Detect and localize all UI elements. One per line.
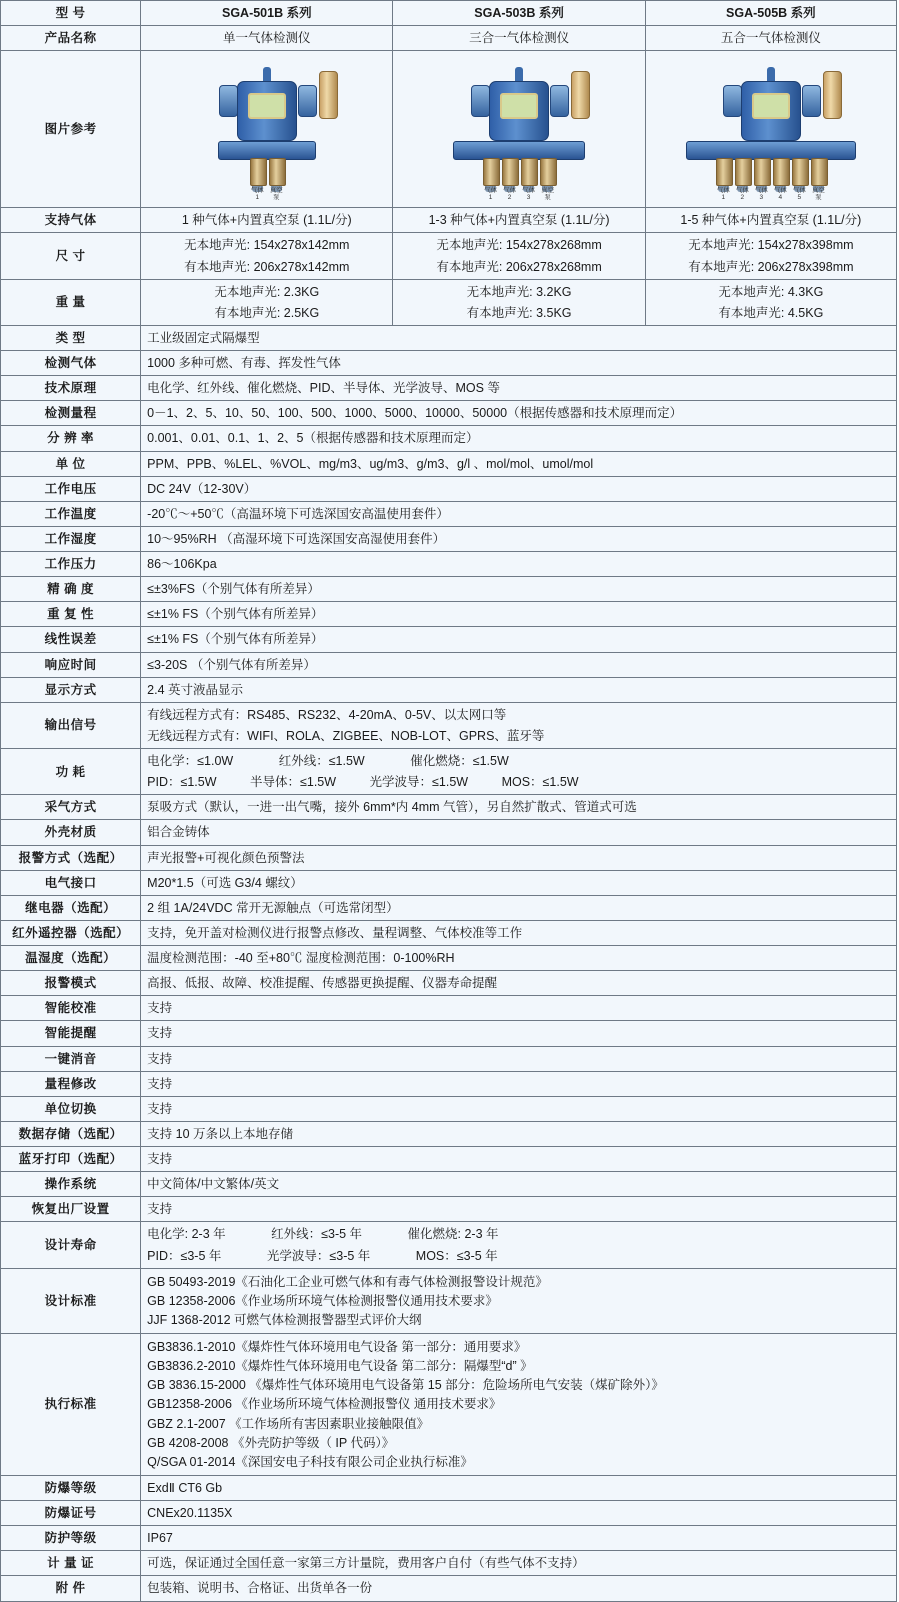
value-ex-grade: ExdⅡ CT6 Gb [141,1475,897,1500]
table-row-support-gas [1,208,897,233]
port-label: 气体1 [250,187,264,202]
exec-standard-item: GB 4208-2008 《外壳防护等级（ IP 代码）》 [147,1435,395,1450]
table-row-display [1,677,897,702]
power-item: PID：≤1.5W [147,775,217,790]
row-label-alarm-mode-opt: 报警方式（选配） [1,845,141,870]
port-label: 气体3 [754,187,768,202]
row-label-detect-gas: 检测气体 [1,351,141,376]
table-row-sampling [1,795,897,820]
exec-standard-item: GB3836.1-2010《爆炸性气体环境用电气设备 第一部分：通用要求》 [147,1340,527,1354]
value-ir-remote-opt: 支持，免开盖对检测仪进行报警点修改、量程调整、气体校准等工作 [141,920,897,945]
row-label-product-name: 产品名称 [1,26,141,51]
weight-line: 有本地声光: 4.5KG [718,305,824,320]
size-line: 有本地声光: 206x278x268mm [436,259,602,274]
table-row-ir-remote-opt [1,920,897,945]
exec-standard-item: GB12358-2006 《作业场所环境气体检测报警仪 通用技术要求》 [147,1397,502,1412]
product-name-1: 单一气体检测仪 [141,26,393,51]
value-smart-calibration: 支持 [141,996,897,1021]
table-row-exec-standard [1,1334,897,1476]
table-row-alarm-mode-opt [1,845,897,870]
right-cap-icon [298,85,317,117]
table-row-relay-opt [1,895,897,920]
table-row-size [1,233,897,279]
row-label-linear-error: 线性误差 [1,627,141,652]
size-line: 无本地声光: 154x278x398mm [688,238,854,253]
design-life-line-2 [147,1247,890,1265]
table-row-work-pressure [1,552,897,577]
row-label-metering-cert: 计 量 证 [1,1551,141,1576]
exec-standard-item: Q/SGA 01-2014《深国安电子科技有限公司企业执行标准》 [147,1454,473,1469]
table-row-resolution [1,426,897,451]
table-row-tech-principle [1,376,897,401]
exec-standard-item: GB3836.2-2010《爆炸性气体环境用电气设备 第二部分：隔爆型“d” 》 [147,1359,533,1374]
row-label-power: 功 耗 [1,749,141,795]
product-image-2 [393,51,645,208]
right-cap-icon [802,85,821,117]
power-item: 催化燃烧：≤1.5W [410,754,509,768]
value-detect-range: 0－1、2、5、10、50、100、500、1000、5000、10000、50000（根据传感器和技术原理而定） [141,401,897,426]
support-gas-2: 1-3 种气体+内置真空泵 (1.1L/分) [393,208,645,233]
table-row-response-time [1,652,897,677]
row-label-size: 尺 寸 [1,233,141,279]
weight-line: 有本地声光: 3.5KG [466,305,572,320]
design-life-item: MOS：≤3-5 年 [415,1248,498,1263]
size-line: 有本地声光: 206x278x142mm [184,259,350,274]
table-row-unit [1,451,897,476]
value-metering-cert: 可选，保证通过全国任意一家第三方计量院，费用客户自付（有些气体不支持） [141,1551,897,1576]
value-os: 中文简体/中文繁体/英文 [141,1172,897,1197]
table-row-repeatability [1,602,897,627]
table-row-work-voltage [1,476,897,501]
table-row-power [1,749,897,795]
power-line-1 [147,752,890,770]
value-electrical-interface: M20*1.5（可选 G3/4 螺纹） [141,870,897,895]
row-label-factory-reset: 恢复出厂设置 [1,1197,141,1222]
size-3 [645,233,896,279]
port-label: 真空泵 [811,187,825,202]
product-image-1 [141,51,393,208]
row-label-work-temp: 工作温度 [1,501,141,526]
weight-1 [141,279,393,325]
row-label-one-key-mute: 一键消音 [1,1046,141,1071]
product-image-3 [645,51,896,208]
table-row-temp-humidity-opt [1,946,897,971]
size-line: 有本地声光: 206x278x398mm [688,259,854,274]
row-label-response-time: 响应时间 [1,652,141,677]
row-label-image: 图片参考 [1,51,141,208]
table-row-image [1,51,897,208]
power-line-2 [147,773,890,791]
model-header-1: SGA-501B 系列 [141,1,393,26]
table-row-ip-grade [1,1526,897,1551]
row-label-accuracy: 精 确 度 [1,577,141,602]
row-label-unit: 单 位 [1,451,141,476]
support-gas-3: 1-5 种气体+内置真空泵 (1.1L/分) [645,208,896,233]
output-signal-wireless: 无线远程方式有：WIFI、ROLA、ZIGBEE、NOB-LOT、GPRS、蓝牙等 [147,728,545,743]
row-label-resolution: 分 辨 率 [1,426,141,451]
row-label-unit-switch: 单位切换 [1,1096,141,1121]
table-row-one-key-mute [1,1046,897,1071]
row-label-accessories: 附 件 [1,1576,141,1601]
row-label-design-standard: 设计标准 [1,1268,141,1333]
value-shell: 铝合金铸体 [141,820,897,845]
row-label-bluetooth-print-opt: 蓝牙打印（选配） [1,1147,141,1172]
port-group-2 [414,158,624,192]
row-label-category: 类 型 [1,325,141,350]
value-tech-principle: 电化学、红外线、催化燃烧、PID、半导体、光学波导、MOS 等 [141,376,897,401]
port-label: 气体1 [716,187,730,202]
size-line: 无本地声光: 154x278x268mm [436,238,602,253]
value-smart-remind: 支持 [141,1021,897,1046]
value-design-life [141,1222,897,1268]
row-label-exec-standard: 执行标准 [1,1334,141,1476]
value-data-storage-opt: 支持 10 万条以上本地存储 [141,1121,897,1146]
value-factory-reset: 支持 [141,1197,897,1222]
port-label: 气体2 [735,187,749,202]
power-item: MOS：≤1.5W [501,775,579,790]
table-row-design-life [1,1222,897,1268]
value-design-standard [141,1268,897,1333]
size-1 [141,233,393,279]
row-label-display: 显示方式 [1,677,141,702]
value-repeatability: ≤±1% FS（个别气体有所差异） [141,602,897,627]
size-line: 无本地声光: 154x278x142mm [184,238,350,253]
row-label-work-humidity: 工作湿度 [1,526,141,551]
support-gas-1: 1 种气体+内置真空泵 (1.1L/分) [141,208,393,233]
row-label-sampling: 采气方式 [1,795,141,820]
device-screen [248,93,286,119]
row-label-design-life: 设计寿命 [1,1222,141,1268]
device-screen [500,93,538,119]
port-label: 气体2 [503,187,517,202]
value-accuracy: ≤±3%FS（个别气体有所差异） [141,577,897,602]
table-row-smart-remind [1,1021,897,1046]
output-signal-wired: 有线远程方式有：RS485、RS232、4-20mA、0-5V、以太网口等 [147,707,507,722]
port-label: 真空泵 [541,187,555,202]
design-standard-item: JJF 1368-2012 可燃气体检测报警器型式评价大纲 [147,1312,422,1327]
row-label-weight: 重 量 [1,279,141,325]
table-row-os [1,1172,897,1197]
device-illustration-3 [666,55,876,203]
power-item: 电化学：≤1.0W [147,754,234,768]
row-label-ex-cert: 防爆证号 [1,1501,141,1526]
model-header-2: SGA-503B 系列 [393,1,645,26]
device-illustration-1 [162,55,372,203]
table-row-range-modify [1,1071,897,1096]
value-detect-gas: 1000 多种可燃、有毒、挥发性气体 [141,351,897,376]
power-item: 光学波导：≤1.5W [369,775,469,790]
table-row-linear-error [1,627,897,652]
table-row-alarm-mode [1,971,897,996]
value-one-key-mute: 支持 [141,1046,897,1071]
row-label-electrical-interface: 电气接口 [1,870,141,895]
design-life-item: 催化燃烧: 2-3 年 [407,1227,499,1242]
row-label-repeatability: 重 复 性 [1,602,141,627]
table-row-smart-calibration [1,996,897,1021]
exec-standard-item: GB 3836.15-2000 《爆炸性气体环境用电气设备第 15 部分：危险场所电气安装（煤矿除外）》 [147,1378,664,1393]
value-unit-switch: 支持 [141,1096,897,1121]
row-label-smart-remind: 智能提醒 [1,1021,141,1046]
value-exec-standard [141,1334,897,1476]
table-row-ex-grade [1,1475,897,1500]
row-label-model: 型 号 [1,1,141,26]
right-cap-icon [550,85,569,117]
port-group-1 [162,158,372,192]
value-work-pressure: 86～106Kpa [141,552,897,577]
value-accessories: 包装箱、说明书、合格证、出货单各一份 [141,1576,897,1601]
row-label-temp-humidity-opt: 温湿度（选配） [1,946,141,971]
design-life-item: 光学波导：≤3-5 年 [266,1248,371,1263]
device-illustration-2 [414,55,624,203]
table-row-bluetooth-print-opt [1,1147,897,1172]
row-label-shell: 外壳材质 [1,820,141,845]
port-labels-2 [414,188,624,202]
value-output-signal [141,702,897,748]
value-work-humidity: 10～95%RH （高湿环境下可选深国安高湿使用套件） [141,526,897,551]
power-item: 半导体：≤1.5W [250,775,337,790]
table-row-electrical-interface [1,870,897,895]
value-alarm-mode: 高报、低报、故障、校准提醒、传感器更换提醒、仪器寿命提醒 [141,971,897,996]
row-label-tech-principle: 技术原理 [1,376,141,401]
row-label-range-modify: 量程修改 [1,1071,141,1096]
row-label-ex-grade: 防爆等级 [1,1475,141,1500]
design-life-item: 电化学: 2-3 年 [147,1227,226,1242]
value-work-voltage: DC 24V（12-30V） [141,476,897,501]
value-unit: PPM、PPB、%LEL、%VOL、mg/m3、ug/m3、g/m3、g/l 、mol/mol、umol/mol [141,451,897,476]
row-label-ir-remote-opt: 红外遥控器（选配） [1,920,141,945]
port-label: 气体1 [484,187,498,202]
table-row-product-name [1,26,897,51]
exec-standard-item: GBZ 2.1-2007 《工作场所有害因素职业接触限值》 [147,1416,430,1431]
product-name-3: 五合一气体检测仪 [645,26,896,51]
canister-icon [823,71,842,119]
table-row-factory-reset [1,1197,897,1222]
row-label-work-pressure: 工作压力 [1,552,141,577]
design-life-item: 红外线：≤3-5 年 [271,1227,363,1242]
canister-icon [571,71,590,119]
row-label-relay-opt: 继电器（选配） [1,895,141,920]
weight-line: 无本地声光: 2.3KG [214,284,320,299]
table-row-ex-cert [1,1501,897,1526]
table-row-detect-gas [1,351,897,376]
value-display: 2.4 英寸液晶显示 [141,677,897,702]
value-category: 工业级固定式隔爆型 [141,325,897,350]
port-label: 气体3 [522,187,536,202]
table-row-shell [1,820,897,845]
row-label-support-gas: 支持气体 [1,208,141,233]
weight-3 [645,279,896,325]
product-name-2: 三合一气体检测仪 [393,26,645,51]
model-header-3: SGA-505B 系列 [645,1,896,26]
row-label-output-signal: 输出信号 [1,702,141,748]
weight-line: 无本地声光: 3.2KG [466,284,572,299]
value-range-modify: 支持 [141,1071,897,1096]
value-work-temp: -20℃～+50℃（高温环境下可选深国安高温使用套件） [141,501,897,526]
port-label: 气体5 [792,187,806,202]
value-ex-cert: CNEx20.1135X [141,1501,897,1526]
power-item: 红外线：≤1.5W [278,754,365,768]
row-label-smart-calibration: 智能校准 [1,996,141,1021]
value-alarm-mode-opt: 声光报警+可视化颜色预警法 [141,845,897,870]
value-sampling: 泵吸方式（默认，一进一出气嘴，接外 6mm*内 4mm 气管），另自然扩散式、管道式可选 [141,795,897,820]
table-row-accuracy [1,577,897,602]
design-standard-item: GB 12358-2006《作业场所环境气体检测报警仪通用技术要求》 [147,1293,498,1308]
table-row-data-storage-opt [1,1121,897,1146]
port-labels-1 [162,188,372,202]
value-linear-error: ≤±1% FS（个别气体有所差异） [141,627,897,652]
value-power [141,749,897,795]
table-row-unit-switch [1,1096,897,1121]
value-relay-opt: 2 组 1A/24VDC 常开无源触点（可选常闭型） [141,895,897,920]
row-label-os: 操作系统 [1,1172,141,1197]
row-label-work-voltage: 工作电压 [1,476,141,501]
value-ip-grade: IP67 [141,1526,897,1551]
value-bluetooth-print-opt: 支持 [141,1147,897,1172]
design-standard-item: GB 50493-2019《石油化工企业可燃气体和有毒气体检测报警设计规范》 [147,1274,548,1289]
row-label-detect-range: 检测量程 [1,401,141,426]
left-cap-icon [219,85,238,117]
weight-line: 有本地声光: 2.5KG [214,305,320,320]
device-screen [752,93,790,119]
table-row-work-temp [1,501,897,526]
port-label: 气体4 [773,187,787,202]
table-row-model [1,1,897,26]
design-life-item: PID：≤3-5 年 [147,1248,222,1263]
row-label-ip-grade: 防护等级 [1,1526,141,1551]
value-resolution: 0.001、0.01、0.1、1、2、5（根据传感器和技术原理而定） [141,426,897,451]
row-label-alarm-mode: 报警模式 [1,971,141,996]
port-label: 真空泵 [269,187,283,202]
size-2 [393,233,645,279]
value-temp-humidity-opt: 温度检测范围：-40 至+80℃ 湿度检测范围：0-100%RH [141,946,897,971]
weight-line: 无本地声光: 4.3KG [718,284,824,299]
canister-icon [319,71,338,119]
table-row-weight [1,279,897,325]
table-row-work-humidity [1,526,897,551]
port-labels-3 [666,188,876,202]
left-cap-icon [471,85,490,117]
table-row-metering-cert [1,1551,897,1576]
table-row-output-signal [1,702,897,748]
table-row-accessories [1,1576,897,1601]
table-row-category [1,325,897,350]
port-group-3 [666,158,876,192]
left-cap-icon [723,85,742,117]
value-response-time: ≤3-20S （个别气体有所差异） [141,652,897,677]
table-row-detect-range [1,401,897,426]
table-row-design-standard [1,1268,897,1333]
design-life-line-1 [147,1225,890,1243]
weight-2 [393,279,645,325]
row-label-data-storage-opt: 数据存储（选配） [1,1121,141,1146]
